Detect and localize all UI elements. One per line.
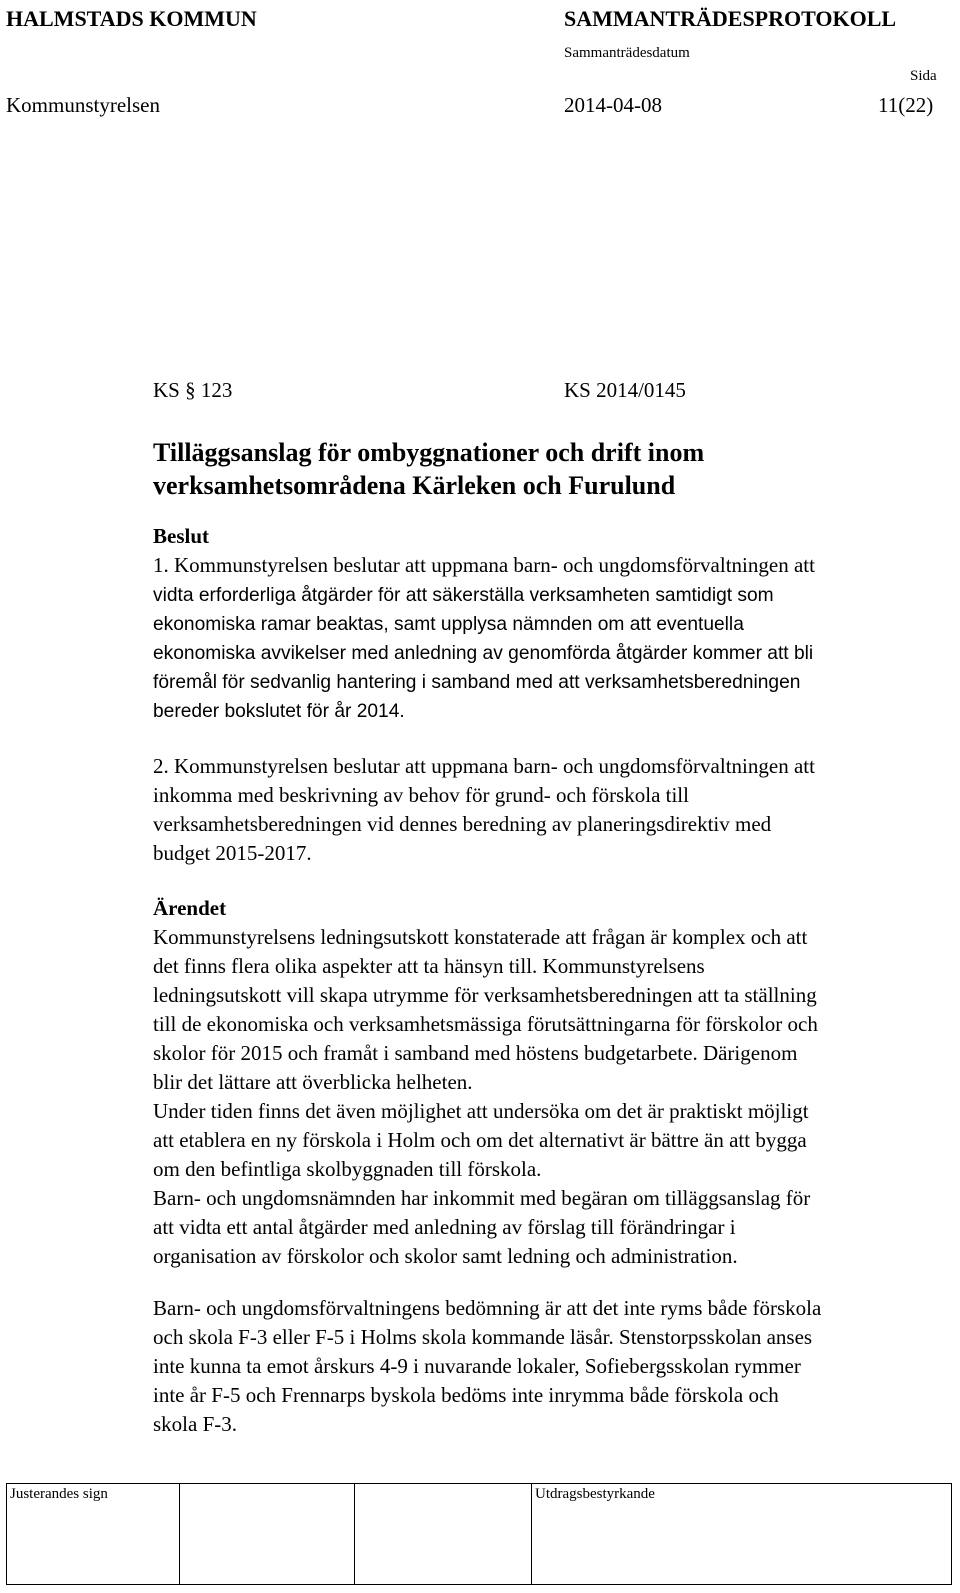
page-number: 11(22)	[878, 93, 934, 117]
signature-table	[6, 1483, 952, 1585]
justerandes-sign-label: Justerandes sign	[10, 1486, 108, 1502]
text-line: Barn- och ungdomsnämnden har inkommit med begäran om tilläggsanslag för	[153, 1186, 811, 1210]
text-line: till de ekonomiska och verksamhetsmässiga förutsättningarna för förskolor och	[153, 1012, 818, 1036]
text-line: verksamhetsberedningen vid dennes beredning av planeringsdirektiv med	[153, 812, 772, 836]
date-label: Sammanträdesdatum	[564, 45, 690, 61]
text-line: budget 2015-2017.	[153, 841, 312, 865]
text-line: Barn- och ungdomsförvaltningens bedömning är att det inte ryms både förskola	[153, 1296, 822, 1320]
arendet-paragraph-1	[153, 923, 953, 1271]
text-line: ekonomiska avvikelser med anledning av genomförda åtgärder kommer att bli	[153, 643, 814, 664]
text-line: föremål för sedvanlig hantering i samband med att verksamhetsberedningen	[153, 672, 801, 693]
arendet-heading: Ärendet	[153, 896, 227, 920]
text-line: 1. Kommunstyrelsen beslutar att uppmana barn- och ungdomsförvaltningen att	[153, 553, 815, 577]
text-line: blir det lättare att överblicka helheten.	[153, 1070, 473, 1094]
text-line: om den befintliga skolbyggnaden till förskola.	[153, 1157, 542, 1181]
beslut-point-2	[153, 752, 953, 868]
utdragsbestyrkande-label: Utdragsbestyrkande	[535, 1486, 655, 1502]
arendet-paragraph-2	[153, 1294, 953, 1439]
text-line: det finns flera olika aspekter att ta hänsyn till. Kommunstyrelsens	[153, 954, 705, 978]
text-line: inte kunna ta emot årskurs 4-9 i nuvarande lokaler, Sofiebergsskolan rymmer	[153, 1354, 801, 1378]
text-line: organisation av förskolor och skolor samt ledning och administration.	[153, 1244, 738, 1268]
title-line: verksamhetsområdena Kärleken och Furulund	[153, 471, 676, 500]
text-line: vidta erforderliga åtgärder för att säkerställa verksamheten samtidigt som	[153, 585, 774, 606]
text-line: bereder bokslutet för år 2014.	[153, 701, 405, 722]
text-line: skolor för 2015 och framåt i samband med höstens budgetarbete. Därigenom	[153, 1041, 798, 1065]
document-type: SAMMANTRÄDESPROTOKOLL	[564, 6, 897, 31]
page-label: Sida	[910, 68, 937, 84]
beslut-point-1-intro	[153, 551, 953, 580]
text-line: skola F-3.	[153, 1412, 237, 1436]
signature-cell	[180, 1484, 355, 1585]
utdragsbestyrkande-cell	[532, 1484, 952, 1585]
text-line: ledningsutskott vill skapa utrymme för verksamhetsberedningen att ta ställning	[153, 983, 817, 1007]
text-line: Kommunstyrelsens ledningsutskott konstaterade att frågan är komplex och att	[153, 925, 808, 949]
text-line: ekonomiska ramar beaktas, samt upplysa nämnden om att eventuella	[153, 614, 744, 635]
beslut-heading: Beslut	[153, 524, 210, 548]
text-line: inte år F-5 och Frennarps byskola bedöms inte inrymma både förskola och	[153, 1383, 779, 1407]
beslut-point-1	[153, 581, 953, 726]
case-number: KS 2014/0145	[564, 378, 686, 402]
title-line: Tilläggsanslag för ombyggnationer och drift inom	[153, 438, 705, 467]
text-line: inkomma med beskrivning av behov för grund- och förskola till	[153, 783, 689, 807]
text-line: 2. Kommunstyrelsen beslutar att uppmana barn- och ungdomsförvaltningen att	[153, 754, 815, 778]
paragraph-number: KS § 123	[153, 378, 233, 402]
item-title	[153, 436, 933, 502]
text-line: att vidta ett antal åtgärder med anledning av förslag till förändringar i	[153, 1215, 736, 1239]
text-line: att etablera en ny förskola i Holm och om det alternativt är bättre än att bygga	[153, 1128, 807, 1152]
text-line: och skola F-3 eller F-5 i Holms skola kommande läsår. Stenstorpsskolan anses	[153, 1325, 813, 1349]
organization-name: HALMSTADS KOMMUN	[6, 6, 257, 31]
signature-cell	[355, 1484, 532, 1585]
text-line: Under tiden finns det även möjlighet att undersöka om det är praktiskt möjligt	[153, 1099, 809, 1123]
committee-name: Kommunstyrelsen	[6, 93, 160, 117]
justerandes-sign-cell	[7, 1484, 180, 1585]
meeting-date: 2014-04-08	[564, 93, 662, 117]
